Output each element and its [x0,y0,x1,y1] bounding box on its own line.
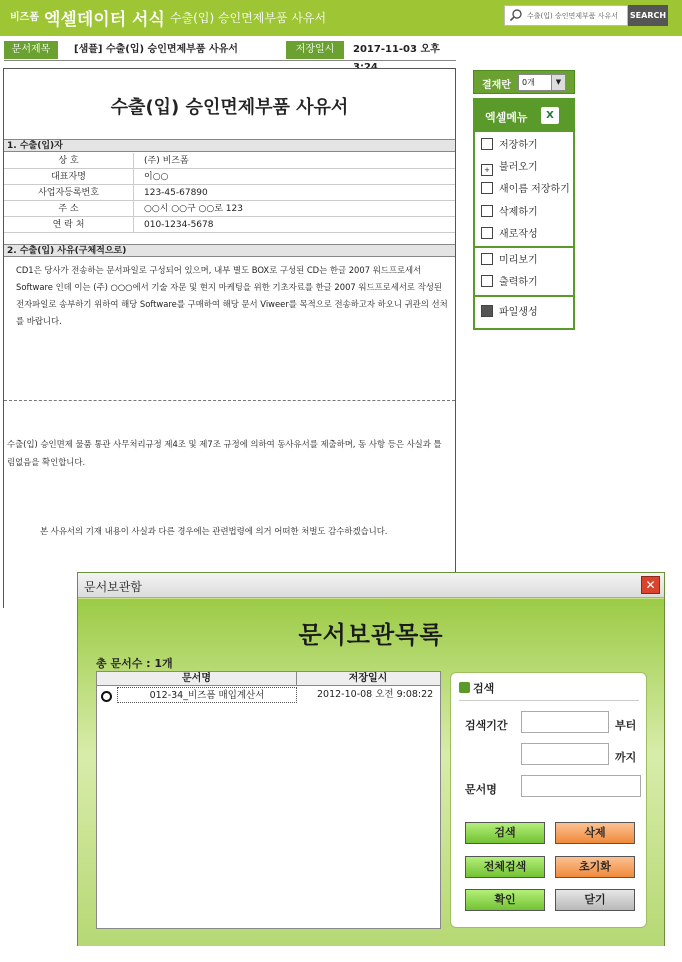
dialog-titlebar [78,573,664,598]
menu-item-label: 파일생성 [499,307,538,318]
menu-item-label: 저장하기 [499,140,538,151]
field-label: 대표자명 [4,169,134,185]
search-all-button[interactable]: 전체검색 [465,856,545,878]
menu-item-label: 새로작성 [499,229,538,240]
menu-item-open[interactable] [481,158,538,178]
excel-icon: X [541,107,559,124]
open-icon: + [481,164,493,176]
app-header [0,0,682,36]
save-icon [481,138,493,150]
search-box[interactable] [504,5,628,26]
bullet-icon [459,682,470,693]
field-value: (주) 비즈폼 [144,156,189,166]
from-label: 부터 [615,719,637,732]
document-count: 총 문서수 : 1개 [96,657,173,670]
excel-menu [473,98,575,330]
doc-title-label: 문서제목 [4,41,58,59]
close-button[interactable]: 닫기 [555,889,635,911]
menu-item-save[interactable] [481,136,538,156]
column-date: 저장일시 [348,673,388,684]
menu-title: 엑셀메뉴 [485,111,528,124]
column-name: 문서명 [97,672,297,686]
approval-box [473,70,575,94]
divider [4,400,455,401]
field-row [4,201,455,217]
close-icon[interactable]: ✕ [641,576,660,594]
section-exporter: 1. 수출(입)자 [4,139,455,152]
chevron-down-icon[interactable]: ▼ [551,75,565,90]
divider [459,700,639,701]
menu-item-label: 삭제하기 [499,207,538,218]
menu-item-label: 새이름 저장하기 [499,184,570,195]
menu-header [475,100,573,132]
period-to-input[interactable] [521,743,609,765]
dialog-title: 문서보관함 [84,580,142,594]
search-heading-label: 검색 [473,682,495,695]
field-value: 이○○ [144,172,169,182]
reset-button[interactable]: 초기화 [555,856,635,878]
period-label: 검색기간 [465,719,508,732]
search-input[interactable] [527,9,625,23]
field-row [4,217,455,233]
field-value: 123-45-67890 [144,188,208,198]
save-date-value: 2017-11-03 오후 [353,44,440,55]
header-doc-title: 수출(입) 승인면제부품 사유서 [170,11,327,25]
field-value: 010-1234-5678 [144,220,214,230]
dialog-heading: 문서보관목록 [298,621,444,649]
menu-item-print[interactable] [481,273,538,293]
save-date-label: 저장일시 [286,41,344,59]
confirm-text: 수출(입) 승인면제 물품 통관 사무처리규정 제4조 및 제7조 규정에 의하여 동사유서를 제출하며, 동 사항 등은 사실과 틀림없음을 확인합니다. [7,439,442,467]
doc-title-value: [샘플] 수출(입) 승인면제부품 사유서 [74,44,238,55]
document-heading: 수출(입) 승인면제부품 사유서 [110,97,349,118]
menu-divider [475,246,573,248]
menu-item-save-as[interactable] [481,180,570,200]
dialog-body [78,599,664,946]
trash-icon [481,205,493,217]
approval-label: 결재란 [482,80,511,91]
field-label: 연 락 처 [4,217,134,233]
search-icon [509,8,523,22]
field-row [4,185,455,201]
search-button-dialog[interactable]: 검색 [465,822,545,844]
menu-item-delete[interactable] [481,203,538,223]
approval-value: 0개 [522,78,535,87]
save-as-icon [481,182,493,194]
divider [4,60,456,61]
menu-item-label: 미리보기 [499,255,538,266]
list-item[interactable] [97,687,440,704]
menu-item-label: 출력하기 [499,277,538,288]
ok-button[interactable]: 확인 [465,889,545,911]
field-label: 상 호 [4,153,134,169]
pledge-text: 본 사유서의 기재 내용이 사실과 다른 경우에는 관련법령에 의거 어떠한 처벌도 감수하겠습니다. [40,526,388,536]
field-value: ○○시 ○○구 ○○로 123 [144,204,243,214]
new-doc-icon [481,227,493,239]
list-header [97,672,440,686]
menu-item-new[interactable] [481,225,538,245]
app-title: 엑셀데이터 서식 [44,10,165,30]
document-storage-dialog [77,572,665,946]
search-button[interactable]: SEARCH [628,5,668,26]
document-name-input[interactable] [521,775,641,797]
document-date: 2012-10-08 오전 9:08:22 [317,689,434,700]
search-panel [450,672,647,928]
folder-icon [481,305,493,317]
reason-text: CD1은 당사가 전송하는 문서파일로 구성되어 있으며, 내부 별도 BOX로 구성된 CD는 한글 2007 워드프로세서 Software 인데 이는 (주) ○○○에서 기술 자문 및 현지 마케팅을 위한 기초자료를 한글 2007 워드프로세서로 작성된 전자파일로 송부하기 위하여 해당 Software를 구매하여 해당 문서 Viweer를 목적으로 전송하고자 하오니 귀관의 선처를 바랍니다. [16,265,448,326]
delete-button[interactable]: 삭제 [555,822,635,844]
document-sheet [3,68,456,608]
document-list[interactable] [96,671,441,929]
document-name: 012-34_비즈폼 매입계산서 [117,687,297,703]
approval-select[interactable] [518,74,566,91]
period-from-input[interactable] [521,711,609,733]
to-label: 까지 [615,751,637,764]
field-label: 주 소 [4,201,134,217]
name-label: 문서명 [465,783,497,796]
menu-divider [475,295,573,297]
logo: 비즈폼 [10,12,39,23]
search-panel-heading [459,680,494,696]
field-row [4,169,455,185]
section-reason: 2. 수출(입) 사유(구체적으로) [4,244,455,257]
info-row [4,41,456,59]
print-icon [481,275,493,287]
menu-item-preview[interactable] [481,251,538,271]
menu-item-label: 불러오기 [499,162,538,173]
field-label: 사업자등록번호 [4,185,134,201]
menu-item-create-file[interactable] [481,303,538,323]
preview-icon [481,253,493,265]
radio-button[interactable] [101,691,112,702]
field-row [4,153,455,169]
